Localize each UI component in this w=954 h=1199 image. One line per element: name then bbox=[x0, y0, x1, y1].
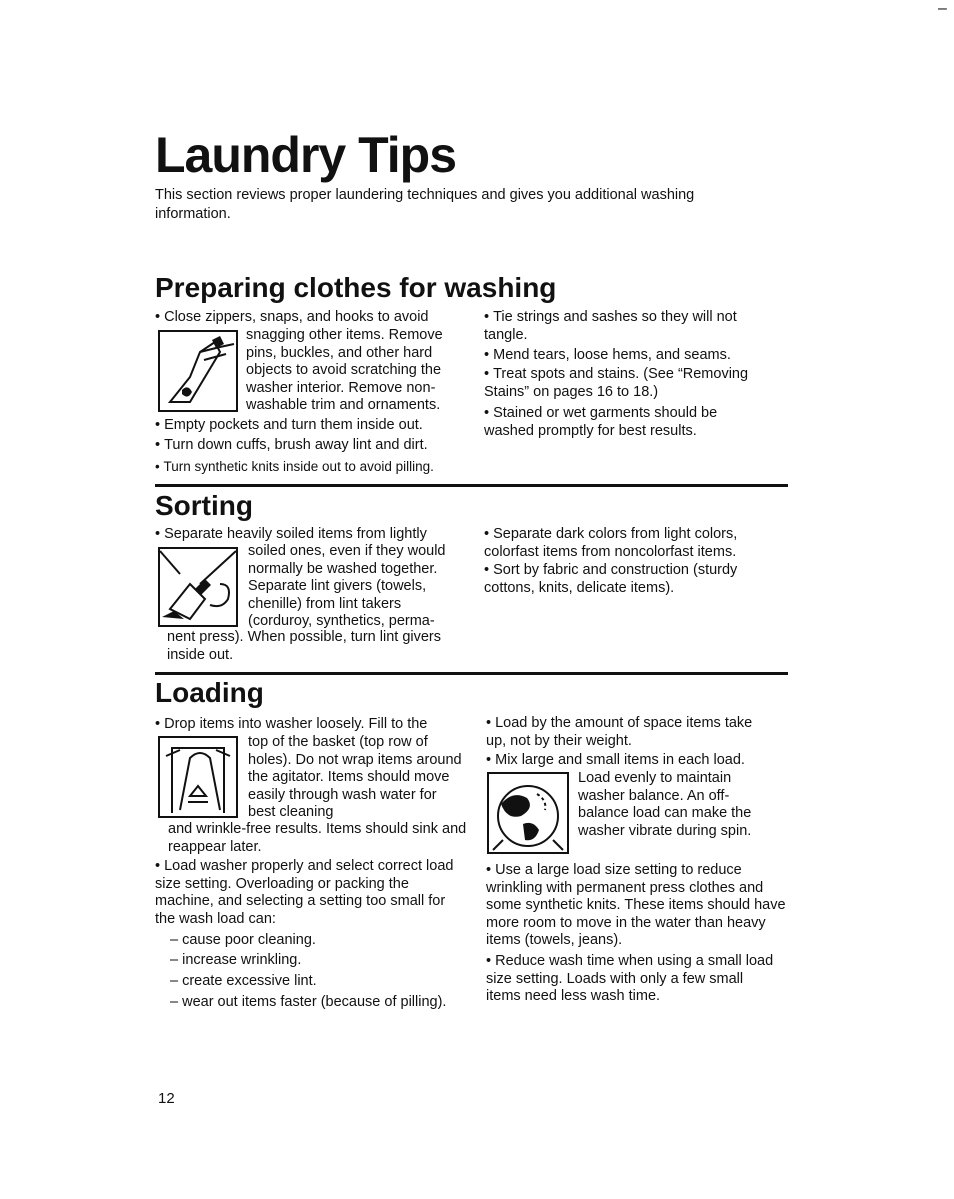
loading-item-mix: • Mix large and small items in each load. bbox=[486, 752, 776, 770]
sorting-item-soiled-tail: nent press). When possible, turn lint givers inside out. bbox=[167, 629, 442, 663]
loading-item-drop-tail: and wrinkle-free results. Items should sink and reappear later. bbox=[168, 821, 467, 855]
loading-dash-item: – wear out items faster (because of pilling). bbox=[170, 994, 447, 1010]
corner-mark: – bbox=[938, 0, 947, 17]
zipper-illustration bbox=[158, 330, 238, 412]
page-title: Laundry Tips bbox=[155, 127, 457, 183]
section-divider bbox=[155, 484, 788, 487]
sorting-illustration bbox=[158, 547, 238, 627]
loading-item-size: • Load washer properly and select correct load size setting. Overloading or packing the machine, and selecting a setting too small for the wash load can: bbox=[155, 858, 455, 928]
prep-item-pockets: • Empty pockets and turn them inside out. bbox=[155, 417, 475, 435]
loading-item-space: • Load by the amount of space items take up, not by their weight. bbox=[486, 715, 776, 750]
washer-basket-illustration bbox=[158, 736, 238, 818]
loading-dash-item: – cause poor cleaning. bbox=[170, 932, 316, 948]
loading-item-mix-wrap: Load evenly to maintain washer balance. An off-balance load can make the washer vibrate during spin. bbox=[578, 770, 752, 839]
prep-item-strings: • Tie strings and sashes so they will not tangle. bbox=[484, 309, 774, 344]
prep-heading: Preparing clothes for washing bbox=[155, 272, 557, 303]
loading-item-large-setting: • Use a large load size setting to reduce wrinkling with permanent press clothes and some synthetic knits. These items should have more room to move in the water than heavy items (towels, jeans). bbox=[486, 862, 791, 950]
prep-item-knits: • Turn synthetic knits inside out to avoid pilling. bbox=[155, 458, 485, 476]
sorting-item-fabric: • Sort by fabric and construction (sturdy cottons, knits, delicate items). bbox=[484, 562, 774, 597]
loading-dash-item: – create excessive lint. bbox=[170, 973, 317, 989]
sorting-item-soiled-wrap: soiled ones, even if they would normally be washed together. Separate lint givers (towels, chenille) from lint takers (corduroy, synthetics, perma- bbox=[248, 543, 446, 629]
intro-text: This section reviews proper laundering techniques and gives you additional washing information. bbox=[155, 187, 695, 222]
loading-heading: Loading bbox=[155, 677, 264, 708]
prep-item-wet: • Stained or wet garments should be washed promptly for best results. bbox=[484, 405, 744, 440]
sorting-heading: Sorting bbox=[155, 490, 253, 521]
loading-item-drop: • Drop items into washer loosely. Fill to the bbox=[155, 716, 465, 734]
section-divider bbox=[155, 672, 788, 675]
prep-item-cuffs: • Turn down cuffs, brush away lint and dirt. bbox=[155, 437, 475, 455]
page-number: 12 bbox=[158, 1090, 175, 1107]
prep-item-mend: • Mend tears, loose hems, and seams. bbox=[484, 347, 774, 365]
loading-dash-item: – increase wrinkling. bbox=[170, 952, 302, 968]
sorting-item-colors: • Separate dark colors from light colors, colorfast items from noncolorfast items. bbox=[484, 526, 774, 561]
sorting-item-soiled: • Separate heavily soiled items from lightly bbox=[155, 526, 465, 544]
loading-item-drop-wrap: top of the basket (top row of holes). Do not wrap items around the agitator. Items should move easily through wash water for best cleaning bbox=[248, 734, 462, 820]
prep-item-zippers-wrap: snagging other items. Remove pins, buckles, and other hard objects to avoid scratching the washer interior. Remove non-washable trim and ornaments. bbox=[246, 327, 443, 413]
loading-item-reduce-time: • Reduce wash time when using a small load size setting. Loads with only a few small items need less wash time. bbox=[486, 953, 776, 1006]
prep-item-zippers: • Close zippers, snaps, and hooks to avoid bbox=[155, 309, 465, 327]
load-balance-illustration bbox=[487, 772, 569, 854]
prep-item-stains: • Treat spots and stains. (See “Removing Stains” on pages 16 to 18.) bbox=[484, 366, 774, 401]
